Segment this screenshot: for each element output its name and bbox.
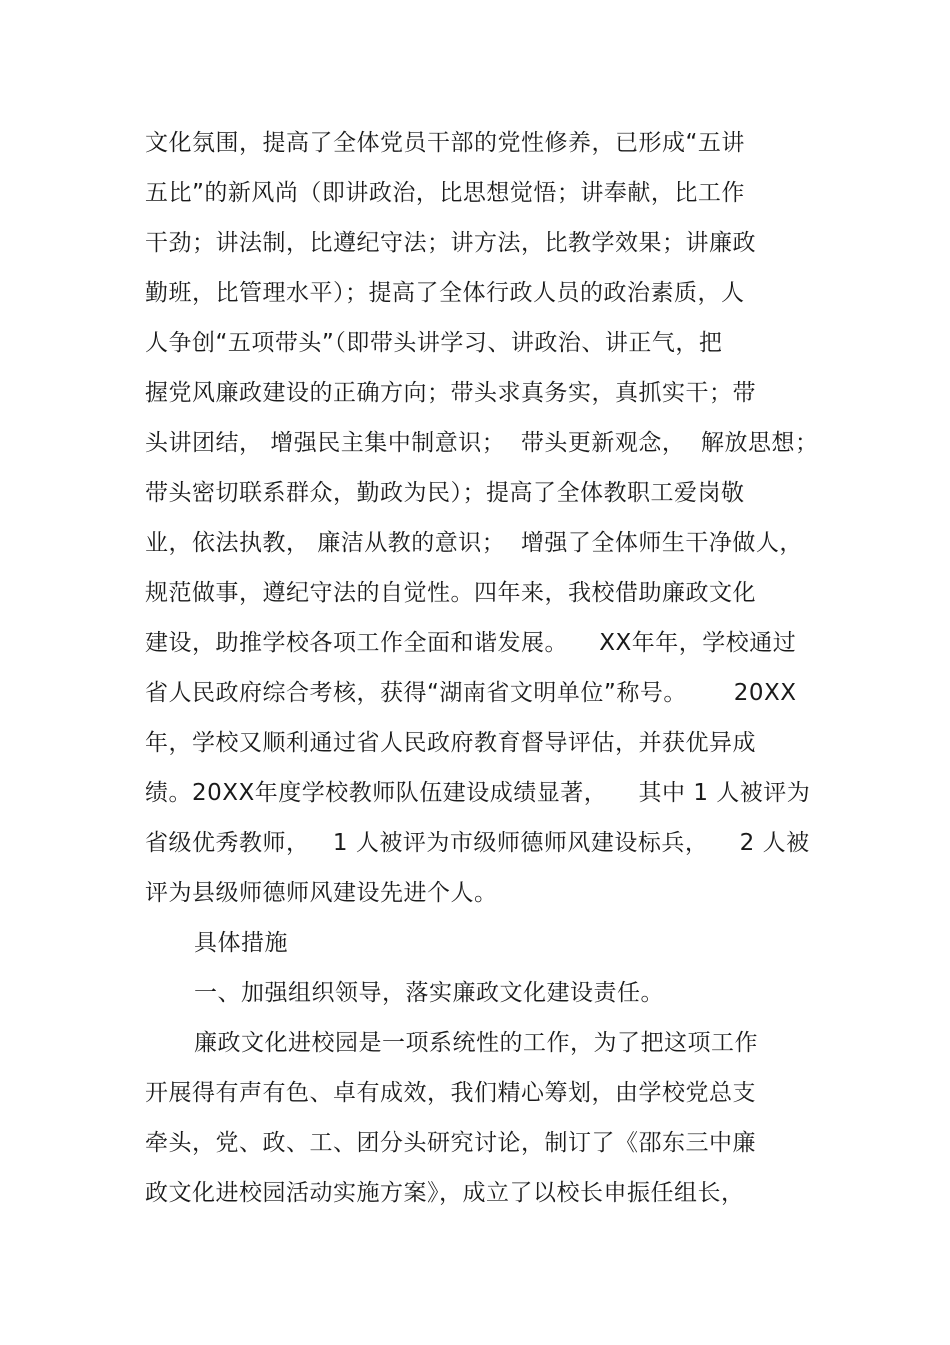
text-line: 五比”的新风尚（即讲政治，比思想觉悟；讲奉献，比工作 xyxy=(145,180,745,206)
text-line: 带头密切联系群众，勤政为民）；提高了全体教职工爱岗敬 xyxy=(145,480,745,506)
section-heading: 具体措施 xyxy=(194,930,288,956)
text-line: 文化氛围，提高了全体党员干部的党性修养，已形成“五讲 xyxy=(145,130,745,156)
text-line: 省级优秀教师， 1 人被评为市级师德师风建设标兵， 2 人被 xyxy=(145,830,810,856)
text-line: 建设，助推学校各项工作全面和谐发展。 XX年年，学校通过 xyxy=(145,630,797,656)
text-line: 头讲团结， 增强民主集中制意识； 带头更新观念， 解放思想； xyxy=(145,430,819,456)
text-line: 年，学校又顺利通过省人民政府教育督导评估，并获优异成 xyxy=(145,730,756,756)
text-line: 评为县级师德师风建设先进个人。 xyxy=(145,880,498,906)
text-line: 政文化进校园活动实施方案》，成立了以校长申振任组长， xyxy=(145,1180,745,1206)
text-line: 人争创“五项带头”（即带头讲学习、讲政治、讲正气，把 xyxy=(145,330,723,356)
text-line: 业，依法执教， 廉洁从教的意识； 增强了全体师生干净做人， xyxy=(145,530,803,556)
text-line: 勤班，比管理水平）；提高了全体行政人员的政治素质，人 xyxy=(145,280,745,306)
text-line: 规范做事，遵纪守法的自觉性。四年来，我校借助廉政文化 xyxy=(145,580,756,606)
text-line: 开展得有声有色、卓有成效，我们精心筹划，由学校党总支 xyxy=(145,1080,756,1106)
text-line: 牵头，党、政、工、团分头研究讨论，制订了《邵东三中廉 xyxy=(145,1130,756,1156)
text-line: 省人民政府综合考核，获得“湖南省文明单位”称号。 20XX xyxy=(145,680,797,706)
subsection-heading: 一、加强组织领导，落实廉政文化建设责任。 xyxy=(194,980,664,1006)
text-line: 握党风廉政建设的正确方向；带头求真务实，真抓实干；带 xyxy=(145,380,756,406)
text-line: 干劲；讲法制，比遵纪守法；讲方法，比教学效果；讲廉政 xyxy=(145,230,756,256)
paragraph-start-line: 廉政文化进校园是一项系统性的工作，为了把这项工作 xyxy=(194,1030,758,1056)
text-line: 绩。20XX年度学校教师队伍建设成绩显著， 其中 1 人被评为 xyxy=(145,780,811,806)
